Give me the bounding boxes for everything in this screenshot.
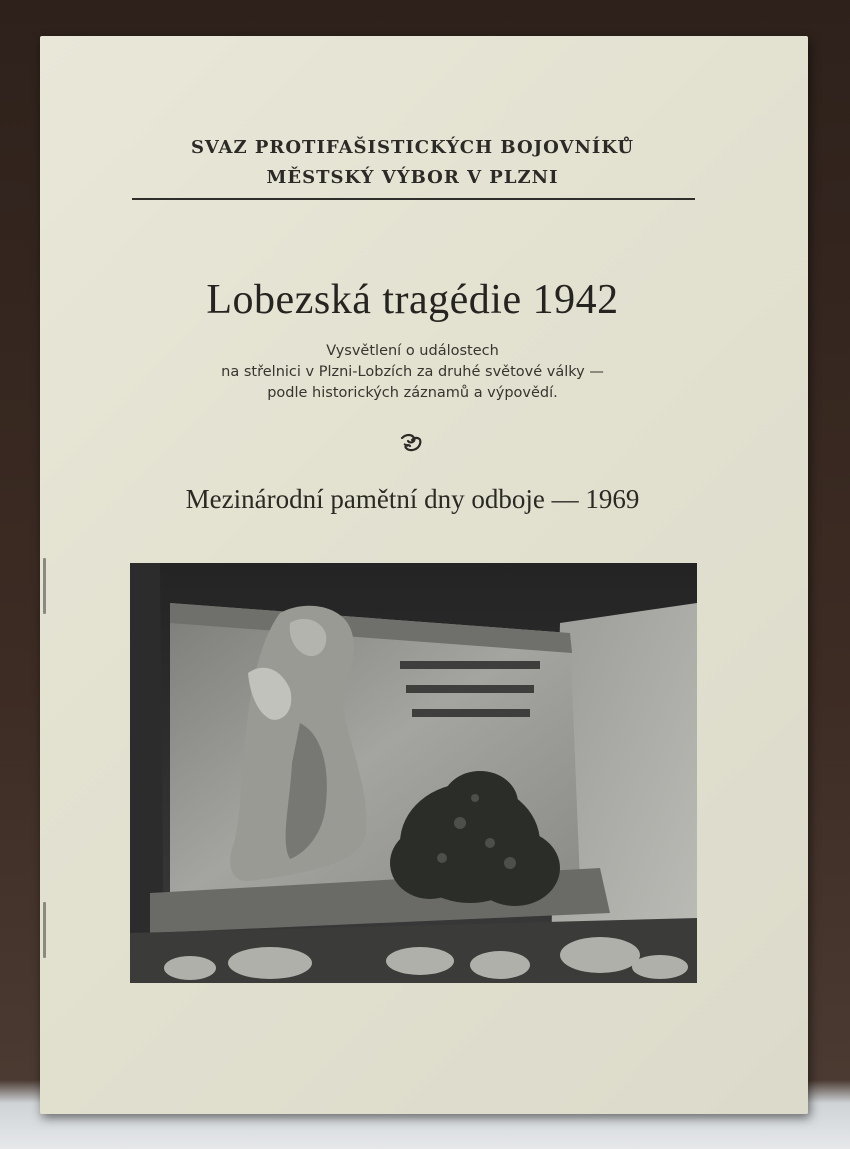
- organization-line-1: SVAZ PROTIFAŠISTICKÝCH BOJOVNÍKŮ: [190, 137, 635, 158]
- inscription-line-3: [418, 701, 522, 714]
- subtitle-line-1: Vysvětlení o událostech: [326, 343, 499, 359]
- event-line: Mezinárodní pamětní dny odboje — 1969: [185, 484, 640, 514]
- header-divider: [132, 198, 695, 200]
- memorial-photo: [130, 563, 697, 983]
- subtitle-line-3: podle historických záznamů a výpovědí.: [267, 385, 558, 401]
- booklet-title: Lobezská tragédie 1942: [206, 277, 619, 323]
- ornament-icon: [398, 432, 426, 454]
- inscription-line-2: [416, 679, 524, 690]
- staple: [43, 558, 46, 614]
- organization-heading: [40, 133, 785, 193]
- booklet-cover: [40, 36, 808, 1114]
- organization-line-2: MĚSTSKÝ VÝBOR V PLZNI: [266, 167, 559, 188]
- subtitle-line-2: na střelnici v Plzni-Lobzích za druhé světové války —: [221, 364, 604, 380]
- booklet-subtitle: [40, 341, 785, 404]
- memorial-illustration: [130, 563, 697, 983]
- staple: [43, 902, 46, 958]
- inscription-line-1: [415, 653, 524, 666]
